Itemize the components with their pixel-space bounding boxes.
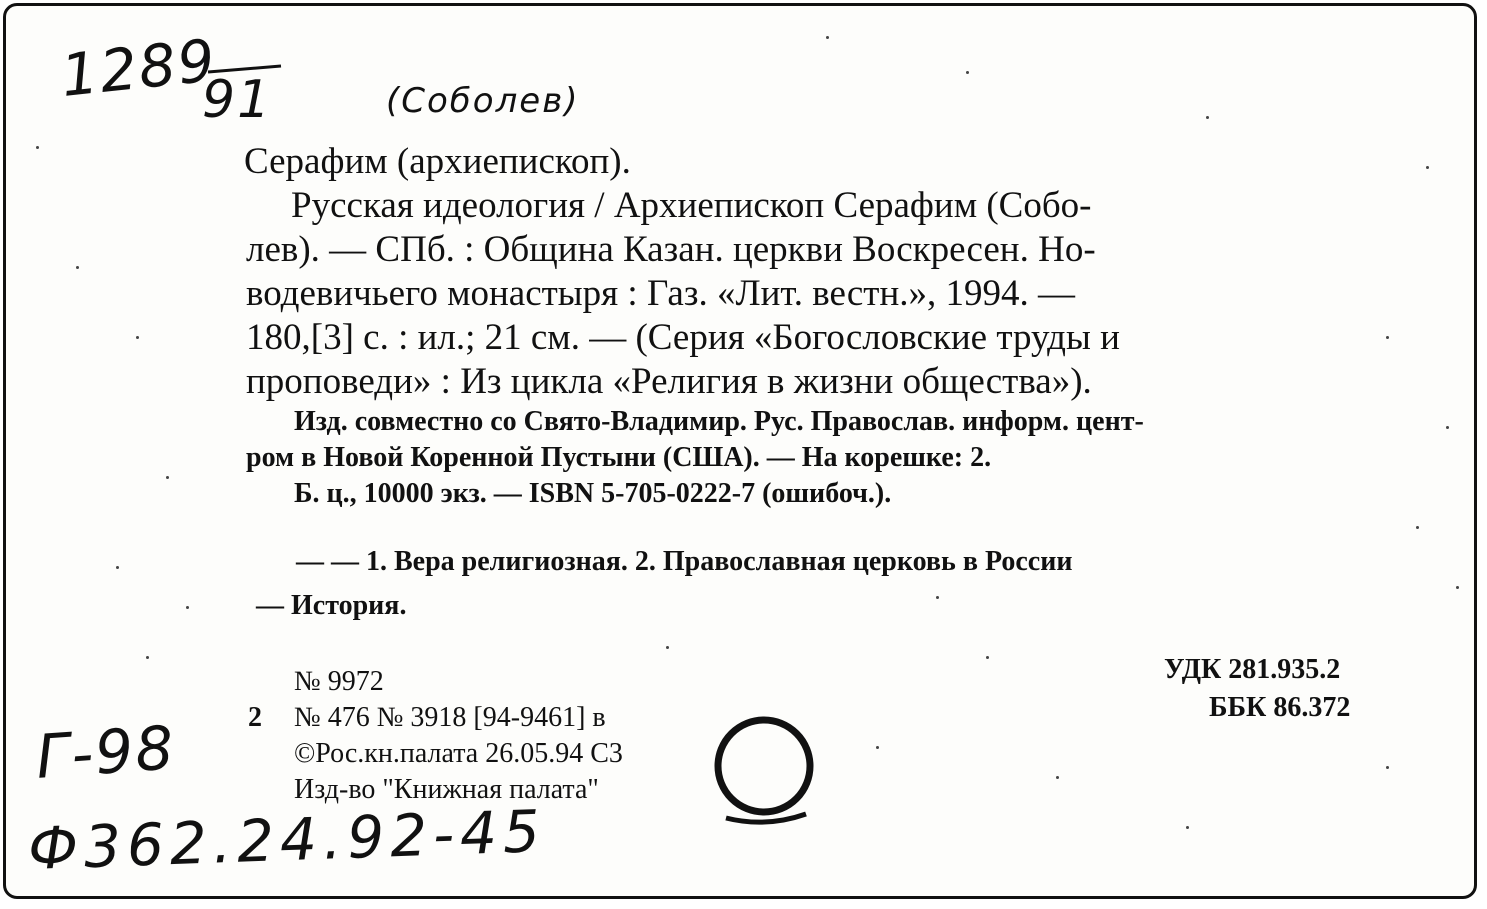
description-line: проповеди» : Из цикла «Религия в жизни общества»). <box>246 361 1092 402</box>
speck <box>826 36 829 39</box>
speck <box>1206 116 1209 119</box>
card-heading: Серафим (архиепископ). <box>244 141 631 182</box>
speck <box>186 606 189 609</box>
subject-line: — История. <box>256 590 407 621</box>
notes-line: ром в Новой Коренной Пустыни (США). — На корешке: 2. <box>246 442 992 473</box>
speck <box>76 266 79 269</box>
notes-line: Б. ц., 10000 экз. — ISBN 5-705-0222-7 (ошибоч.). <box>294 478 892 509</box>
handwritten-shelf-code: Г-98 <box>33 713 178 793</box>
footer-line: № 9972 <box>294 666 384 697</box>
footer-marker: 2 <box>248 702 262 733</box>
description-line: водевичьего монастыря : Газ. «Лит. вестн.», 1994. — <box>246 273 1075 314</box>
speck <box>666 646 669 649</box>
footer-line: Изд-во "Книжная палата" <box>294 774 599 805</box>
speck <box>1056 776 1059 779</box>
handwritten-inventory-number: 1289 <box>57 26 220 110</box>
handwritten-circle-mark-icon <box>706 706 826 836</box>
speck <box>876 746 879 749</box>
footer-line: № 476 № 3918 [94-9461] в <box>294 702 606 733</box>
speck <box>1426 166 1429 169</box>
speck <box>116 566 119 569</box>
speck <box>1386 766 1389 769</box>
speck <box>1456 586 1459 589</box>
speck <box>36 146 39 149</box>
speck <box>1446 426 1449 429</box>
handwritten-accession-code: Ф362.24.92-45 <box>26 796 547 884</box>
bbk-index: ББК 86.372 <box>1209 692 1351 723</box>
description-line: лев). — СПб. : Община Казан. церкви Воскресен. Но- <box>246 229 1096 270</box>
speck <box>986 656 989 659</box>
udk-index: УДК 281.935.2 <box>1164 654 1341 685</box>
speck <box>966 71 969 74</box>
speck <box>166 476 169 479</box>
speck <box>936 596 939 599</box>
speck <box>146 656 149 659</box>
catalog-card <box>3 3 1477 899</box>
description-line: 180,[3] с. : ил.; 21 см. — (Серия «Богословские труды и <box>246 317 1120 358</box>
notes-line: Изд. совместно со Свято-Владимир. Рус. Православ. информ. цент- <box>294 406 1144 437</box>
speck <box>1416 526 1419 529</box>
speck <box>1386 336 1389 339</box>
handwritten-fraction: 91 <box>202 70 273 130</box>
subject-line: — — 1. Вера религиозная. 2. Православная церковь в России <box>296 546 1073 577</box>
description-line: Русская идеология / Архиепископ Серафим (Собо- <box>291 185 1092 226</box>
speck <box>136 336 139 339</box>
footer-line: ©Рос.кн.палата 26.05.94 С3 <box>294 738 623 769</box>
speck <box>1186 826 1189 829</box>
handwritten-surname: (Соболев) <box>386 81 580 121</box>
